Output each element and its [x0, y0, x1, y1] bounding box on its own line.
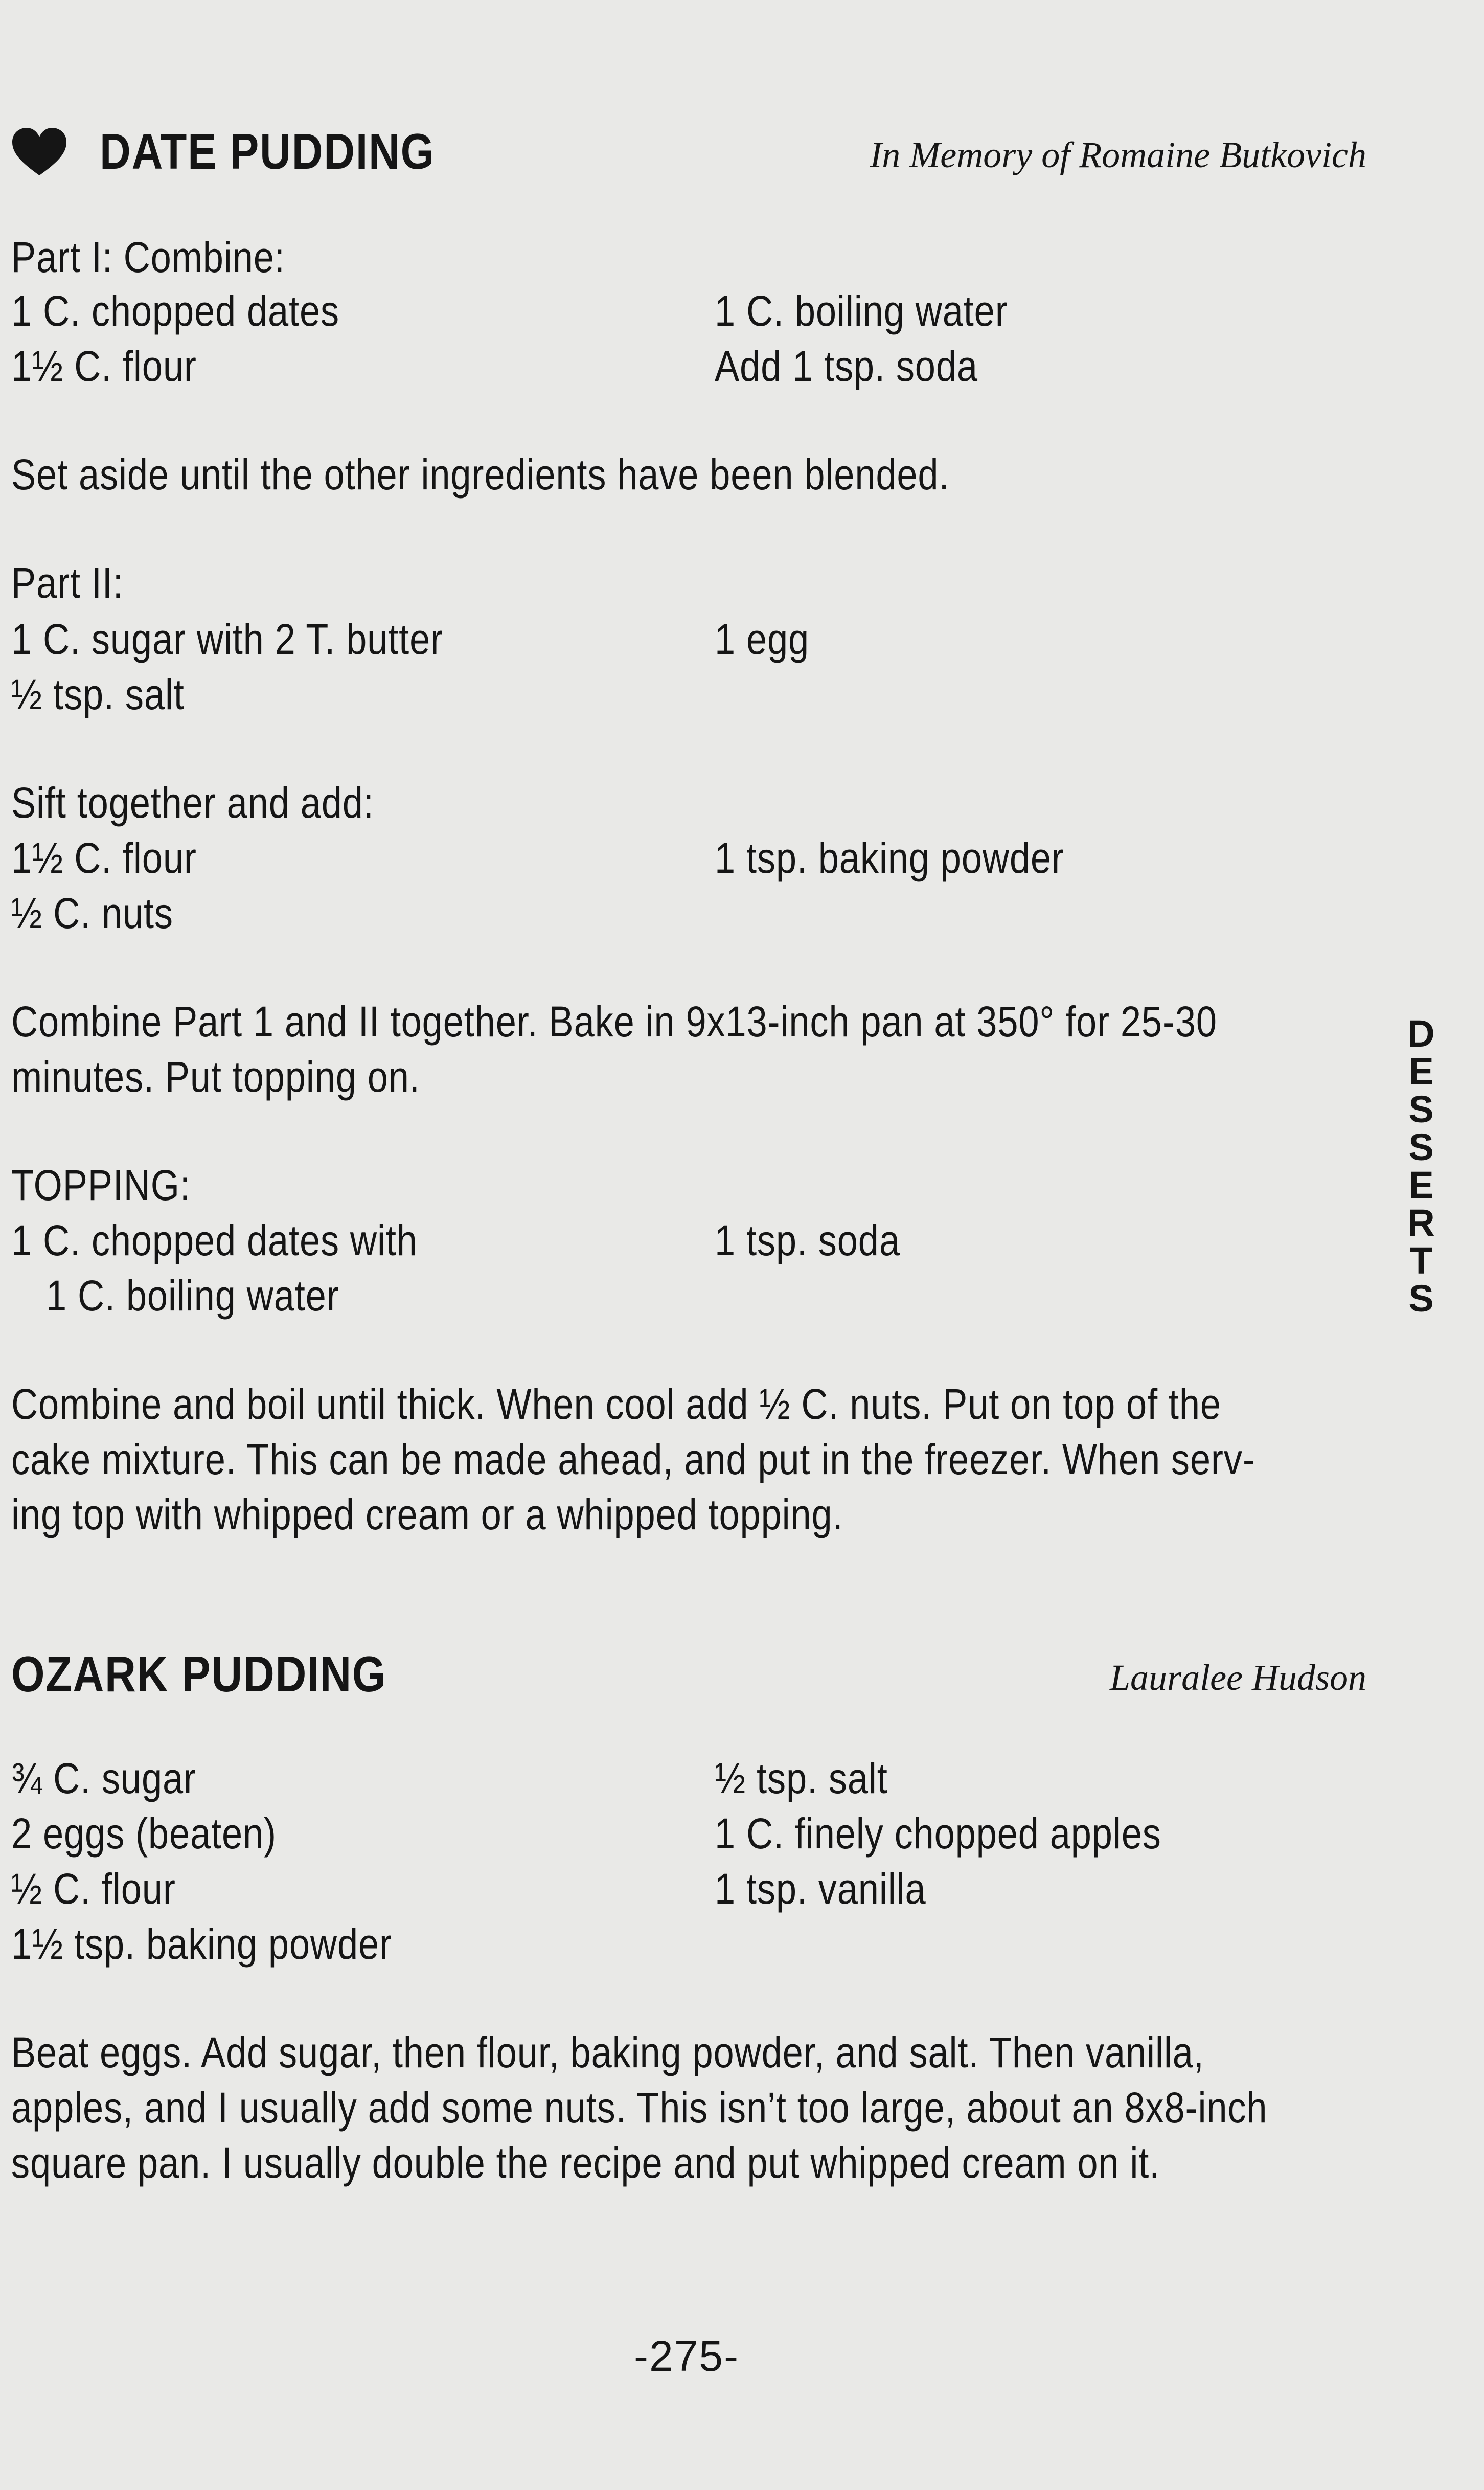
ingredient: 1 C. boiling water	[46, 1272, 339, 1320]
ingredient: 1½ C. flour	[11, 834, 197, 882]
ingredient: 1 C. chopped dates with	[11, 1216, 418, 1264]
sift-label: Sift together and add:	[11, 779, 374, 827]
heart-icon	[11, 127, 67, 178]
ingredient: ½ tsp. salt	[715, 1754, 888, 1802]
tab-letter: T	[1409, 1239, 1433, 1282]
ingredient: 2 eggs (beaten)	[11, 1809, 277, 1858]
tab-letter: E	[1408, 1164, 1434, 1206]
ingredient: 1 egg	[715, 615, 810, 663]
instruction: cake mixture. This can be made ahead, and put in the freezer. When serv-	[11, 1435, 1255, 1483]
recipe-byline-ozark-pudding: Lauralee Hudson	[1110, 1657, 1366, 1698]
ingredient: ½ tsp. salt	[11, 670, 185, 718]
page-number: -275-	[634, 2332, 740, 2380]
tab-letter: D	[1407, 1012, 1435, 1055]
instruction: ing top with whipped cream or a whipped topping.	[11, 1490, 843, 1538]
topping-label: TOPPING:	[11, 1161, 191, 1209]
instruction: Set aside until the other ingredients have been blended.	[11, 450, 950, 499]
ingredient: Add 1 tsp. soda	[715, 342, 978, 390]
tab-letter: S	[1408, 1126, 1434, 1168]
instruction: minutes. Put topping on.	[11, 1053, 420, 1101]
instruction: apples, and I usually add some nuts. This isn’t too large, about an 8x8-inch	[11, 2084, 1268, 2132]
tab-letter: R	[1407, 1202, 1435, 1244]
ingredient: 1 tsp. vanilla	[715, 1865, 926, 1913]
ingredient: 1½ tsp. baking powder	[11, 1920, 392, 1968]
recipe-title-ozark-pudding: OZARK PUDDING	[11, 1646, 387, 1702]
instruction: Combine and boil until thick. When cool add ½ C. nuts. Put on top of the	[11, 1380, 1221, 1428]
ingredient: 1 tsp. soda	[715, 1216, 900, 1264]
ingredient: 1 C. finely chopped apples	[715, 1809, 1161, 1858]
ingredient: 1½ C. flour	[11, 342, 197, 390]
ingredient: 1 C. chopped dates	[11, 287, 340, 335]
ingredient: 1 C. boiling water	[715, 287, 1008, 335]
ingredient: ½ C. flour	[11, 1865, 176, 1913]
ingredient: ½ C. nuts	[11, 889, 173, 937]
part1-label: Part I: Combine:	[11, 233, 285, 281]
tab-letter: S	[1408, 1088, 1434, 1130]
ingredient: 1 tsp. baking powder	[715, 834, 1064, 882]
instruction: Beat eggs. Add sugar, then flour, baking powder, and salt. Then vanilla,	[11, 2028, 1204, 2076]
instruction: Combine Part 1 and II together. Bake in 9x13-inch pan at 350° for 25-30	[11, 998, 1217, 1046]
tab-letter: E	[1408, 1050, 1434, 1093]
recipe-title-date-pudding: DATE PUDDING	[100, 123, 435, 179]
section-tab-desserts	[1403, 1012, 1439, 1320]
part2-label: Part II:	[11, 559, 124, 607]
instruction: square pan. I usually double the recipe and put whipped cream on it.	[11, 2139, 1160, 2187]
recipe-byline-date-pudding: In Memory of Romaine Butkovich	[870, 134, 1366, 175]
ingredient: 1 C. sugar with 2 T. butter	[11, 615, 444, 663]
ingredient: ¾ C. sugar	[11, 1754, 196, 1802]
tab-letter: S	[1408, 1277, 1434, 1320]
